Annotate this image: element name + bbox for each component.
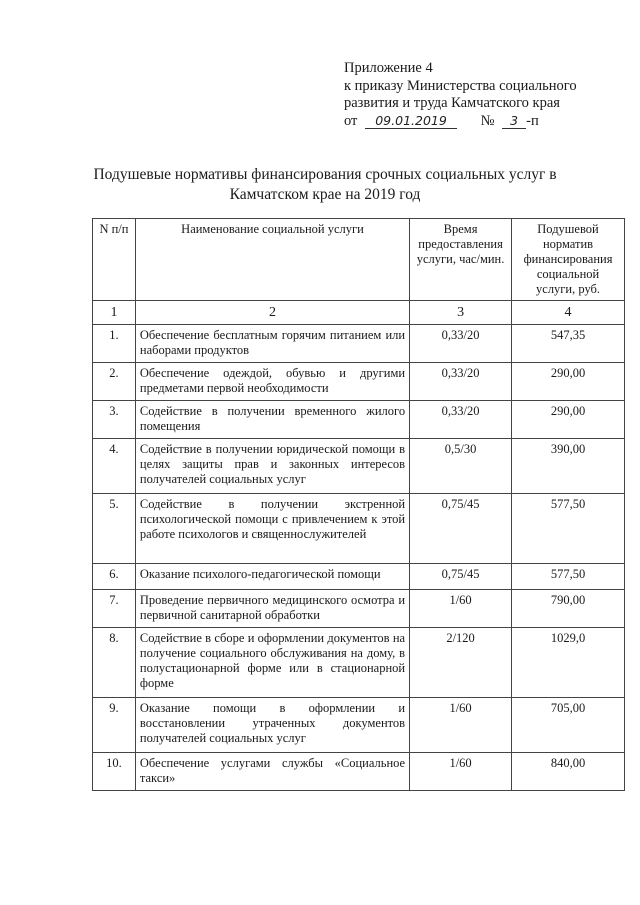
- row-number: 8.: [93, 628, 136, 698]
- table-row: [93, 753, 625, 791]
- header-name: Наименование социальной услуги: [135, 219, 409, 301]
- annex-date-line: [344, 113, 577, 131]
- service-time: 1/60: [410, 698, 512, 753]
- service-name: Содействие в сборе и оформлении документов на получение социального обслуживания на дому, в полустационарной форме или в стационарной форме: [135, 628, 409, 698]
- service-time: 0,75/45: [410, 564, 512, 590]
- table-body: [93, 325, 625, 791]
- row-number: 9.: [93, 698, 136, 753]
- column-number: 1: [93, 301, 136, 325]
- service-time: 0,33/20: [410, 401, 512, 439]
- header-num: N п/п: [93, 219, 136, 301]
- service-name: Оказание помощи в оформлении и восстановлении утраченных документов получателей социальных услуг: [135, 698, 409, 753]
- service-norm: 390,00: [512, 439, 625, 494]
- table-row: [93, 590, 625, 628]
- table-row: [93, 494, 625, 564]
- service-norm: 290,00: [512, 363, 625, 401]
- table-header-row: [93, 219, 625, 301]
- column-number: 2: [135, 301, 409, 325]
- service-norm: 840,00: [512, 753, 625, 791]
- number-suffix: -п: [526, 112, 539, 129]
- table-row: [93, 401, 625, 439]
- annex-line-1: Приложение 4: [344, 60, 433, 76]
- norms-table: [92, 218, 625, 791]
- annex-line-3: развития и труда Камчатского края: [344, 95, 560, 111]
- row-number: 2.: [93, 363, 136, 401]
- service-name: Проведение первичного медицинского осмотра и первичной санитарной обработки: [135, 590, 409, 628]
- from-label: от: [344, 112, 358, 129]
- service-time: 0,75/45: [410, 494, 512, 564]
- service-name: Обеспечение бесплатным горячим питанием или наборами продуктов: [135, 325, 409, 363]
- service-norm: 577,50: [512, 494, 625, 564]
- service-time: 2/120: [410, 628, 512, 698]
- header-norm: Подушевой норматив финансирования социальной услуги, руб.: [512, 219, 625, 301]
- service-time: 0,33/20: [410, 325, 512, 363]
- annex-line-2: к приказу Министерства социального: [344, 77, 577, 94]
- service-norm: 577,50: [512, 564, 625, 590]
- service-time: 1/60: [410, 753, 512, 791]
- service-norm: 705,00: [512, 698, 625, 753]
- service-name: Содействие в получении экстренной психологической помощи с привлечением к этой работе психологов и священнослужителей: [135, 494, 409, 564]
- table-row: [93, 325, 625, 363]
- page-title: Подушевые нормативы финансирования срочных социальных услуг в Камчатском крае на 2019 год: [93, 166, 557, 203]
- service-norm: 1029,0: [512, 628, 625, 698]
- service-name: Содействие в получении временного жилого помещения: [135, 401, 409, 439]
- service-name: Обеспечение услугами службы «Социальное такси»: [135, 753, 409, 791]
- row-number: 10.: [93, 753, 136, 791]
- service-time: 1/60: [410, 590, 512, 628]
- service-norm: 290,00: [512, 401, 625, 439]
- service-time: 0,33/20: [410, 363, 512, 401]
- service-norm: 790,00: [512, 590, 625, 628]
- column-number: 3: [410, 301, 512, 325]
- row-number: 7.: [93, 590, 136, 628]
- service-name: Содействие в получении юридической помощи в целях защиты прав и законных интересов получателей социальных услуг: [135, 439, 409, 494]
- column-numbers-row: [93, 301, 625, 325]
- annex-header: [344, 60, 577, 131]
- row-number: 1.: [93, 325, 136, 363]
- number-label: №: [480, 112, 495, 129]
- table-row: [93, 564, 625, 590]
- handwritten-date: 09.01.2019: [365, 114, 457, 129]
- row-number: 3.: [93, 401, 136, 439]
- table-row: [93, 439, 625, 494]
- service-name: Обеспечение одеждой, обувью и другими предметами первой необходимости: [135, 363, 409, 401]
- service-norm: 547,35: [512, 325, 625, 363]
- row-number: 6.: [93, 564, 136, 590]
- service-time: 0,5/30: [410, 439, 512, 494]
- handwritten-number: 3: [502, 114, 526, 129]
- column-number: 4: [512, 301, 625, 325]
- service-name: Оказание психолого-педагогической помощи: [135, 564, 409, 590]
- table-row: [93, 628, 625, 698]
- row-number: 5.: [93, 494, 136, 564]
- table-row: [93, 363, 625, 401]
- row-number: 4.: [93, 439, 136, 494]
- header-time: Время предоставления услуги, час/мин.: [410, 219, 512, 301]
- table-row: [93, 698, 625, 753]
